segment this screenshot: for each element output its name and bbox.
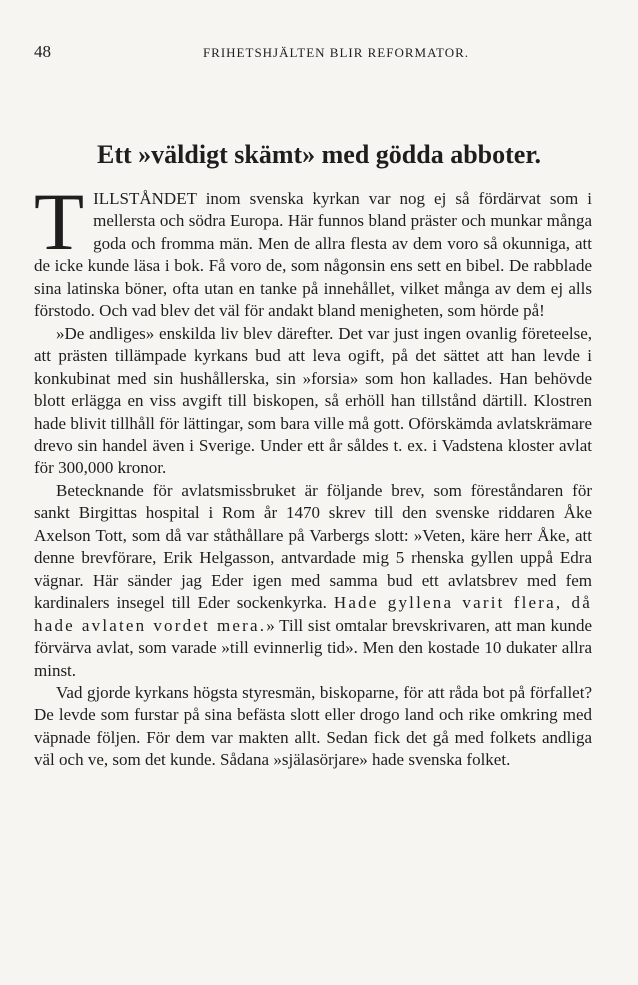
- paragraph-3-after: » Till sist omtalar brevskrivaren, att man kunde förvärva avlat, som varade »till evinnerlig tid». Men den kostade 10 dukater allra minst.: [34, 615, 592, 680]
- drop-cap: T: [34, 176, 85, 267]
- paragraph-2: »De andliges» enskilda liv blev därefter. Det var just ingen ovanlig företeelse, att prästen tillämpade kyrkans bud att leva ogift, på det sättet att han levde i konkubinat med sin hushållerska, sin »forsia» som hon kallades. Han behövde blott erlägga en viss avgift till biskopen, så erhöll han tillstånd därtill. Klostren hade blivit tillhåll för lättingar, som bara ville må gott. Oförskämda avlatskrämare drevo sin handel även i Sverige. Under ett år såldes t. ex. i Vadstena kloster avlat för 300,000 kronor.: [34, 323, 592, 478]
- page-number: 48: [34, 42, 51, 61]
- chapter-title: Ett »väldigt skämt» med gödda abboter.: [97, 140, 541, 169]
- paragraph-3-before: Betecknande för avlatsmissbruket är följande brev, som föreståndaren för sankt Birgittas hospital i Rom år 1470 skrev till den svenske riddaren Åke Axelson Tott, som då var ståthållare på Varbergs slott: »Veten, käre herr Åke, att denne brevförare, Erik Helgasson, antvardade mig 5 rhenska gyllen uppå Edra vägnar. Här sänder jag Eder igen med samma bud ett avlatsbrev med fem kardinalers insegel till Eder sockenkyrka.: [34, 480, 592, 613]
- running-head: [34, 42, 604, 66]
- opening-smallcaps: ILLSTÅNDET: [93, 189, 197, 208]
- spaced-quote: Hade gyllena varit flera, då hade avlaten vordet mera.: [34, 593, 592, 635]
- running-header-title: FRIHETSHJÄLTEN BLIR REFORMATOR.: [202, 45, 470, 60]
- paragraph-1: [34, 176, 592, 323]
- body-text: [34, 176, 592, 772]
- paragraph-1-text: inom svenska kyrkan var nog ej så fördärvat som i mellersta och södra Europa. Här funnos bland präster och munkar många goda och fromma män. Men de allra flesta av dem voro så okunniga, att de icke kunde läsa i bok. Få voro de, som någonsin ens sett en bibel. De rabblade sina latinska böner, ofta utan en tanke på innehållet, vilket många av dem ej alls förstodo. Och vad blev det väl för andakt bland menigheten, som hörde på!: [34, 189, 592, 321]
- paragraph-4: Vad gjorde kyrkans högsta styresmän, biskoparne, för att råda bot på förfallet? De levde som furstar på sina befästa slott eller drogo land och rike omkring med väpnade följen. För dem var makten allt. Sedan fick det gå med folkets andliga väl och ve, som det kunde. Sådana »själasörjare» hade svenska folket.: [34, 682, 592, 770]
- paragraph-3: [34, 480, 592, 682]
